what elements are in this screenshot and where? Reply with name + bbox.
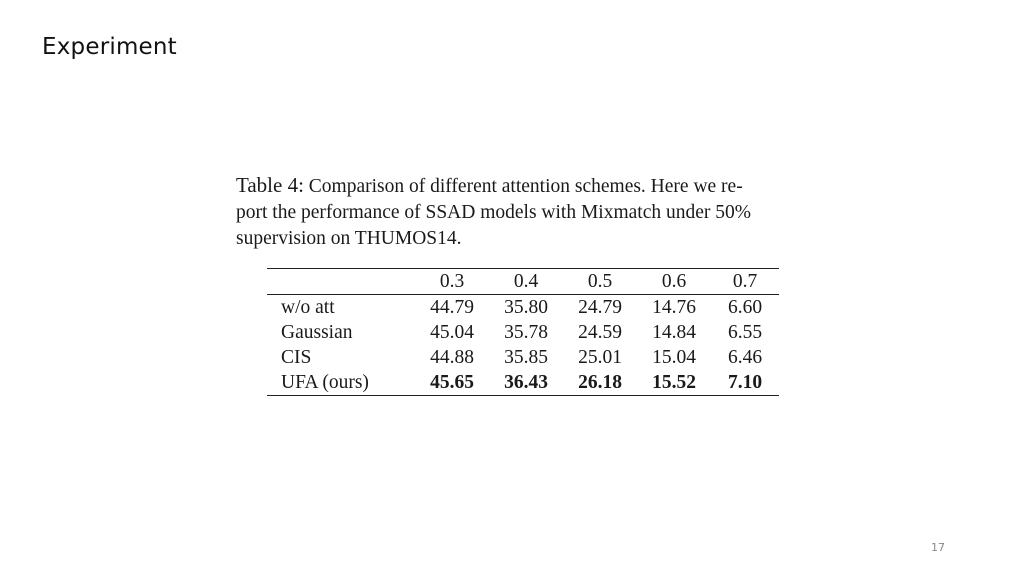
table-row-best [267,370,779,396]
row-label: Gaussian [281,322,353,343]
table-row [267,345,779,370]
slide-title: Experiment [42,34,177,60]
results-table [267,268,779,396]
table-header-row [267,269,779,295]
table-cell-bold: 26.18 [578,372,622,393]
row-label: UFA (ours) [281,372,369,393]
header-cell-0.6: 0.6 [661,271,687,292]
table-cell-bold: 45.65 [430,372,474,393]
table-cell: 35.78 [504,322,548,343]
table-row [267,320,779,345]
caption-line-1: Comparison of different attention schemes. Here we re- [308,176,743,197]
table-cell: 44.88 [430,347,474,368]
caption-label: Table 4: [236,173,304,197]
caption-line-2: port the performance of SSAD models with Mixmatch under 50% [236,202,752,223]
table-cell: 44.79 [430,297,474,318]
table-cell: 25.01 [578,347,622,368]
table-cell: 15.04 [652,347,696,368]
table-cell-bold: 7.10 [727,372,763,393]
table-figure [236,172,796,393]
table-cell: 24.79 [578,297,622,318]
table-row [267,295,779,321]
header-cell-0.7: 0.7 [732,271,758,292]
table-cell: 6.46 [727,347,763,368]
row-label: w/o att [281,297,335,318]
page-number: 17 [931,541,945,554]
header-cell-0.3: 0.3 [439,271,465,292]
table-cell: 14.84 [652,322,696,343]
row-label: CIS [281,347,312,368]
table-cell: 24.59 [578,322,622,343]
table-cell: 35.80 [504,297,548,318]
table-cell: 6.55 [727,322,763,343]
header-cell-method [267,269,415,295]
table-cell: 45.04 [430,322,474,343]
header-cell-0.5: 0.5 [587,271,613,292]
table-caption [236,172,796,252]
table-cell: 6.60 [727,297,763,318]
table-cell-bold: 36.43 [504,372,548,393]
caption-line-3: supervision on THUMOS14. [236,228,462,249]
table-cell-bold: 15.52 [652,372,696,393]
table-cell: 14.76 [652,297,696,318]
table-cell: 35.85 [504,347,548,368]
header-cell-0.4: 0.4 [513,271,539,292]
